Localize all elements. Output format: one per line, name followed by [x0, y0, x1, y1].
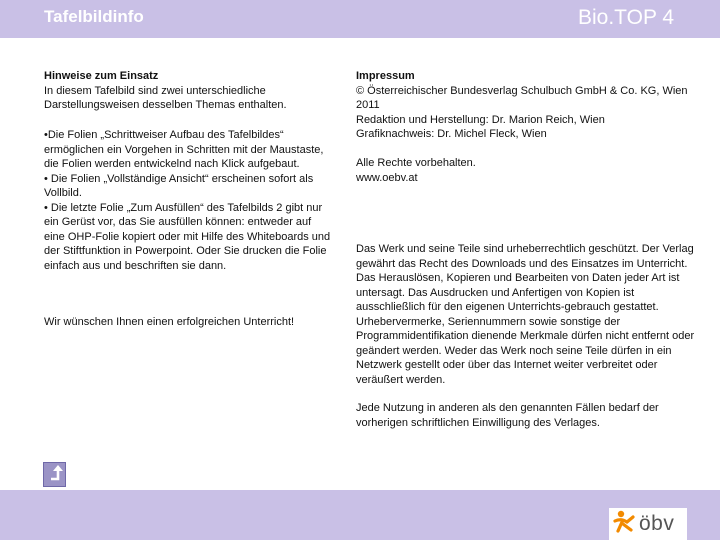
editorial-line: Redaktion und Herstellung: Dr. Marion Reich, Wien [356, 113, 605, 126]
logo-mark-icon [613, 510, 635, 539]
copyright-block [356, 242, 701, 387]
rights-block [356, 156, 701, 185]
brand-title: Bio.TOP 4 [578, 6, 675, 29]
page-title: Tafelbildinfo [44, 7, 144, 26]
return-arrow-icon [47, 464, 63, 486]
usage-intro: In diesem Tafelbild sind zwei unterschiedliche Darstellungsweisen desselben Themas enthalten. [44, 84, 287, 111]
back-button[interactable] [43, 462, 66, 487]
imprint-heading: Impressum [356, 70, 415, 82]
rights-line: Alle Rechte vorbehalten. [356, 157, 476, 169]
usage-closing [44, 315, 334, 330]
usage-consent-text: Jede Nutzung in anderen als den genannten Fällen bedarf der vorherigen schriftlichen Einwilligung des Verlages. [356, 402, 659, 429]
header-bar [0, 0, 720, 38]
usage-heading: Hinweise zum Einsatz [44, 70, 159, 82]
usage-consent-block [356, 401, 701, 430]
bullet-stepwise: •Die Folien „Schrittweiser Aufbau des Tafelbildes“ ermöglichen ein Vorgehen in Schritten mit der Maustaste, die Folien werden entwickelnd nach Klick aufgebaut. [44, 129, 324, 170]
usage-notes [44, 69, 334, 113]
website-link[interactable]: www.oebv.at [356, 171, 418, 184]
usage-bullets [44, 128, 334, 273]
copyright-text: Das Werk und seine Teile sind urheberrechtlich geschützt. Der Verlag gewährt das Recht des Downloads und des Einsatzes im Unterricht. Das Herauslösen, Kopieren und Bearbeiten von Daten jeder Art ist untersagt. Das Ausdrucken und Anfertigen von Kopien ist ausschließlich für den eigenen Unterrichts-gebrauch gestattet. Urhebervermerke, Seriennummern sowie sonstige der Programmidentifikation dienende Merkmale dürfen nicht entfernt oder geändert werden. Weder das Werk noch seine Teile dürfen in ein Netzwerk gestellt oder über das Internet weiter verbreitet oder veräußert werden. [356, 243, 695, 386]
closing-text: Wir wünschen Ihnen einen erfolgreichen Unterricht! [44, 316, 295, 328]
oebv-logo [609, 508, 687, 540]
bullet-fill-in: • Die letzte Folie „Zum Ausfüllen“ des Tafelbilds 2 gibt nur ein Gerüst vor, das Sie ausfüllen können: entweder auf eine OHP-Folie kopiert oder mit Hilfe des Whiteboards und der Stiftfunktion in Powerpoint. Oder Sie drucken die Folie einfach aus und beschriften sie dann. [44, 201, 331, 272]
publisher-line: © Österreichischer Bundesverlag Schulbuch GmbH & Co. KG, Wien 2011 [356, 84, 688, 111]
imprint [356, 69, 701, 142]
bullet-full-view: • Die Folien „Vollständige Ansicht“ erscheinen sofort als Vollbild. [44, 172, 314, 199]
graphics-line: Grafiknachweis: Dr. Michel Fleck, Wien [356, 128, 547, 140]
logo-text: öbv [639, 512, 675, 535]
